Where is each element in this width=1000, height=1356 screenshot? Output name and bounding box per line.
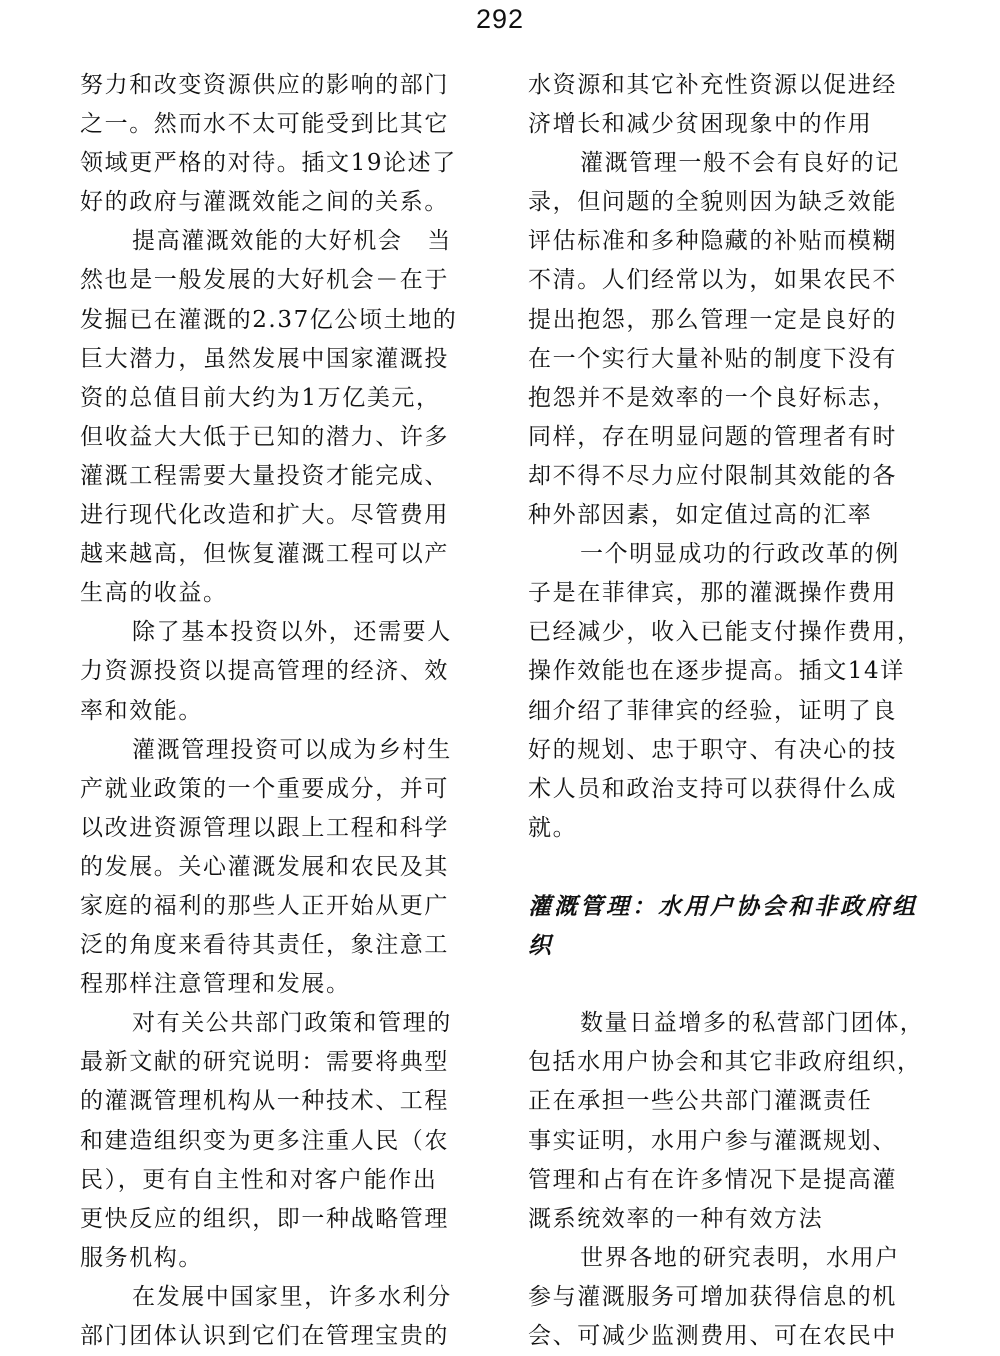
text-line: 力资源投资以提高管理的经济、效 <box>80 658 449 685</box>
paragraph-start-line: 灌溉管理一般不会有良好的记 <box>580 150 900 177</box>
section-heading: 灌溉管理：水用户协会和非政府组 <box>528 892 918 920</box>
text-line: 程那样注意管理和发展。 <box>80 971 351 998</box>
text-line: 资的总值目前大约为1万亿美元， <box>80 384 441 411</box>
text-line: 巨大潜力，虽然发展中国家灌溉投 <box>80 345 449 372</box>
paragraph-start-line: 数量日益增多的私营部门团体， <box>580 1010 925 1037</box>
paragraph-start-line: 世界各地的研究表明，水用户 <box>580 1244 900 1271</box>
text-line: 济增长和减少贫困现象中的作用 <box>528 111 873 138</box>
text-line: 发掘已在灌溉的2.37亿公顷土地的 <box>80 306 458 333</box>
text-line: 的灌溉管理机构从一种技术、工程 <box>80 1088 449 1115</box>
text-line: 术人员和政治支持可以获得什么成 <box>528 775 897 802</box>
text-line: 灌溉工程需要大量投资才能完成、 <box>80 462 449 489</box>
text-line: 生高的收益。 <box>80 580 228 607</box>
blank-line <box>528 848 928 887</box>
text-line: 会、可减少监测费用、可在农民中 <box>528 1323 897 1349</box>
text-line: 在一个实行大量补贴的制度下没有 <box>528 345 897 372</box>
text-line: 细介绍了菲律宾的经验，证明了良 <box>528 697 897 724</box>
paragraph-start-line: 除了基本投资以外，还需要人 <box>132 619 452 646</box>
page-number: 292 <box>475 4 525 34</box>
text-line: 不清。人们经常以为，如果农民不 <box>528 267 897 294</box>
text-line: 已经减少，收入已能支付操作费用， <box>528 619 922 646</box>
paragraph-start-line: 灌溉管理投资可以成为乡村生 <box>132 736 452 763</box>
text-line: 部门团体认识到它们在管理宝贵的 <box>80 1323 449 1349</box>
text-line: 努力和改变资源供应的影响的部门 <box>80 72 449 98</box>
text-line: 溉系统效率的一种有效方法 <box>528 1205 824 1232</box>
text-line: 民），更有自主性和对客户能作出 <box>80 1166 438 1193</box>
text-line: 进行现代化改造和扩大。尽管费用 <box>80 502 449 529</box>
section-heading-continued: 织 <box>528 932 554 960</box>
text-line: 却不得不尽力应付限制其效能的各 <box>528 462 897 489</box>
text-line: 家庭的福利的那些人正开始从更广 <box>80 892 449 919</box>
paragraph-start-line: 一个明显成功的行政改革的例 <box>580 541 900 568</box>
text-line: 评估标准和多种隐藏的补贴而模糊 <box>528 228 897 255</box>
paragraph-start-line: 对有关公共部门政策和管理的 <box>132 1010 452 1037</box>
right-text-column <box>528 66 928 1356</box>
text-line: 包括水用户协会和其它非政府组织， <box>528 1049 922 1076</box>
text-line: 抱怨并不是效率的一个良好标志， <box>528 384 897 411</box>
text-line: 更快反应的组织，即一种战略管理 <box>80 1205 449 1232</box>
text-line: 水资源和其它补充性资源以促进经 <box>528 72 897 98</box>
text-line: 最新文献的研究说明：需要将典型 <box>80 1049 449 1076</box>
text-line: 种外部因素，如定值过高的汇率 <box>528 502 873 529</box>
text-line: 好的规划、忠于职守、有决心的技 <box>528 736 897 763</box>
text-line: 和建造组织变为更多注重人民（农 <box>80 1127 449 1154</box>
text-line: 提出抱怨，那么管理一定是良好的 <box>528 306 897 333</box>
text-line: 就。 <box>528 814 578 841</box>
text-line: 产就业政策的一个重要成分，并可 <box>80 775 449 802</box>
text-line: 的发展。关心灌溉发展和农民及其 <box>80 853 449 880</box>
text-line: 子是在菲律宾，那的灌溉操作费用 <box>528 580 897 607</box>
text-line: 管理和占有在许多情况下是提高灌 <box>528 1166 897 1193</box>
text-line: 参与灌溉服务可增加获得信息的机 <box>528 1283 897 1310</box>
text-line: 服务机构。 <box>80 1244 203 1271</box>
text-line: 好的政府与灌溉效能之间的关系。 <box>80 189 449 216</box>
blank-line <box>528 965 928 1004</box>
text-line: 同样，存在明显问题的管理者有时 <box>528 423 897 450</box>
text-line: 领域更严格的对待。插文19论述了 <box>80 150 457 177</box>
text-line: 录，但问题的全貌则因为缺乏效能 <box>528 189 897 216</box>
text-line: 但收益大大低于已知的潜力、许多 <box>80 423 449 450</box>
text-line: 然也是一般发展的大好机会－在于 <box>80 267 449 294</box>
text-line: 操作效能也在逐步提高。插文14详 <box>528 658 905 685</box>
paragraph-start-line: 在发展中国家里，许多水利分 <box>132 1283 452 1310</box>
paragraph-start-line: 提高灌溉效能的大好机会 当 <box>132 228 452 255</box>
text-line: 越来越高，但恢复灌溉工程可以产 <box>80 541 449 568</box>
text-line: 正在承担一些公共部门灌溉责任 <box>528 1088 873 1115</box>
text-line: 事实证明，水用户参与灌溉规划、 <box>528 1127 897 1154</box>
left-text-column <box>80 66 480 1356</box>
text-line: 泛的角度来看待其责任，象注意工 <box>80 932 449 959</box>
text-line: 之一。然而水不太可能受到比其它 <box>80 111 449 138</box>
text-line: 率和效能。 <box>80 697 203 724</box>
text-line: 以改进资源管理以跟上工程和科学 <box>80 814 449 841</box>
